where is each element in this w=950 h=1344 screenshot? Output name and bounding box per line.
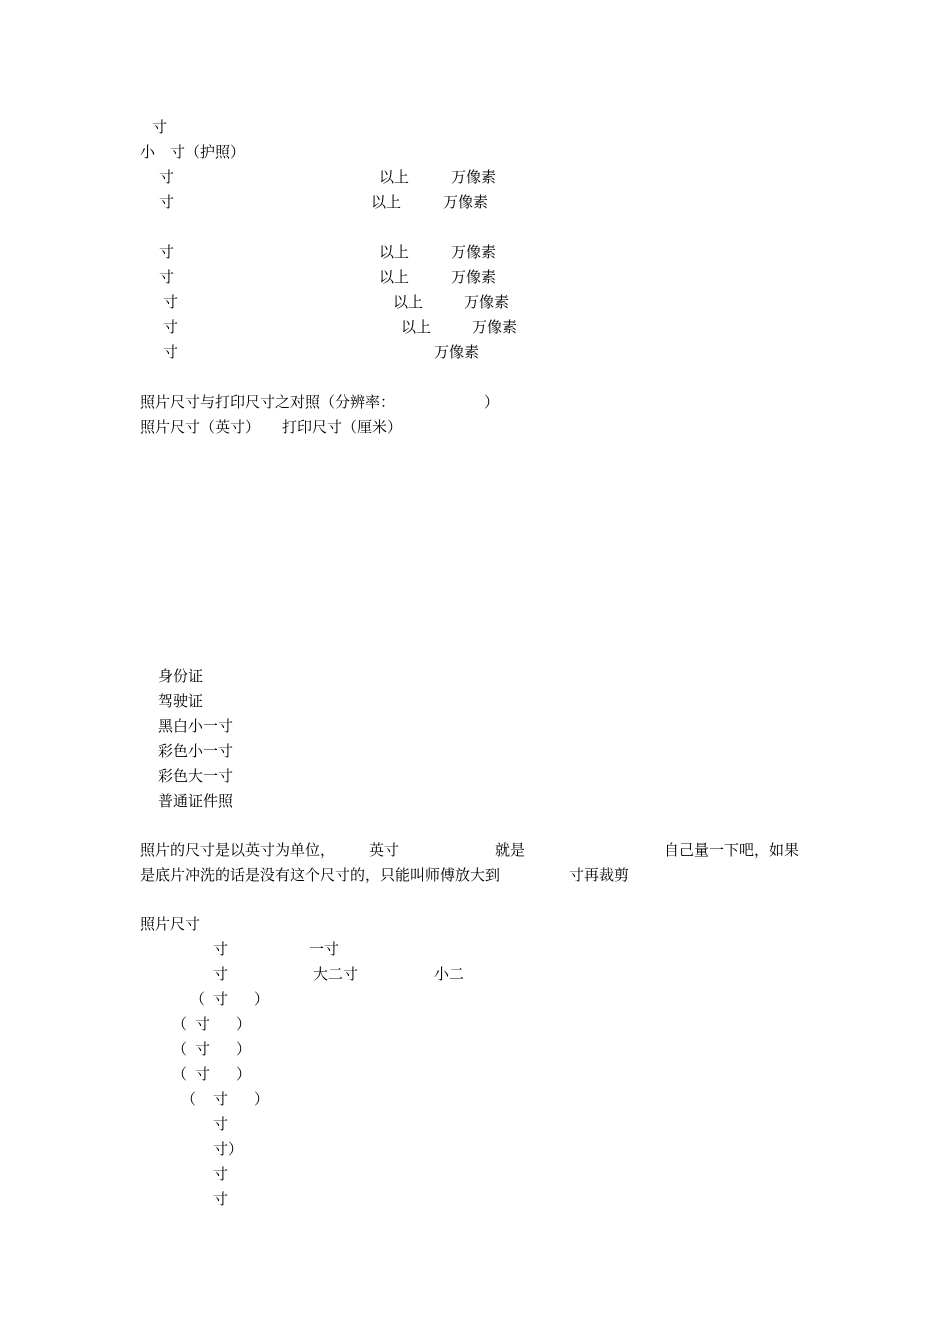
photo-size-row2-name: 大二寸 — [313, 965, 359, 983]
photo-size-cun: 寸 — [213, 1115, 229, 1133]
paragraph-part2: 英寸 — [369, 841, 400, 859]
photo-size-row2-small: 小二 — [434, 965, 465, 983]
id-photo-item: 彩色大一寸 — [158, 767, 234, 785]
paren-close: ） — [236, 1065, 252, 1083]
row1-wanxiangsu: 万像素 — [451, 168, 497, 186]
row7-cun: 寸 — [163, 343, 179, 361]
photo-size-row2-cun: 寸 — [213, 965, 229, 983]
row6-cun: 寸 — [163, 318, 179, 336]
header-cun: 寸 — [152, 118, 168, 136]
row4-yishang: 以上 — [379, 268, 410, 286]
id-photo-item: 普通证件照 — [158, 792, 234, 810]
photo-size-cun: 寸 — [195, 1015, 211, 1033]
paragraph-part1: 照片的尺寸是以英寸为单位， — [140, 841, 336, 859]
row3-wanxiangsu: 万像素 — [451, 243, 497, 261]
row5-wanxiangsu: 万像素 — [464, 293, 510, 311]
row5-cun: 寸 — [163, 293, 179, 311]
paragraph-line2-b: 寸再裁剪 — [569, 866, 630, 884]
photo-size-cun: 寸 — [195, 1065, 211, 1083]
id-photo-item: 身份证 — [158, 667, 204, 685]
paren-open: （ — [172, 1040, 188, 1058]
photo-size-cun: 寸 — [213, 1090, 229, 1108]
paragraph-part3: 就是 — [495, 841, 526, 859]
row6-wanxiangsu: 万像素 — [472, 318, 518, 336]
row3-cun: 寸 — [159, 243, 175, 261]
photo-size-cun: 寸 — [213, 1190, 229, 1208]
row7-wanxiangsu: 万像素 — [434, 343, 480, 361]
row2-yishang: 以上 — [371, 193, 402, 211]
photo-size-cun: 寸 — [213, 1165, 229, 1183]
row2-cun: 寸 — [159, 193, 175, 211]
paragraph-part4: 自己量一下吧，如果 — [664, 841, 800, 859]
photo-size-cun: 寸 — [195, 1040, 211, 1058]
photo-size-row1-cun: 寸 — [213, 940, 229, 958]
comparison-title: 照片尺寸与打印尺寸之对照（分辨率： — [140, 393, 396, 411]
photo-size-row1-name: 一寸 — [309, 940, 340, 958]
paren-close: ） — [254, 990, 270, 1008]
row4-cun: 寸 — [159, 268, 175, 286]
paren-open: （ — [172, 1065, 188, 1083]
id-photo-item: 驾驶证 — [158, 692, 204, 710]
paren-close: ） — [254, 1090, 270, 1108]
paren-open: （ — [190, 990, 206, 1008]
paragraph-line2-a: 是底片冲洗的话是没有这个尺寸的，只能叫师傅放大到 — [140, 866, 501, 884]
small-cun-passport: 小 寸（护照） — [140, 143, 246, 161]
paren-close: ） — [236, 1040, 252, 1058]
paren-open: （ — [181, 1090, 197, 1108]
id-photo-item: 黑白小一寸 — [158, 717, 234, 735]
comparison-header-cm: 打印尺寸（厘米） — [282, 418, 403, 436]
row3-yishang: 以上 — [379, 243, 410, 261]
row5-yishang: 以上 — [393, 293, 424, 311]
photo-size-cun: 寸 — [213, 990, 229, 1008]
photo-sizes-title: 照片尺寸 — [140, 915, 201, 933]
row4-wanxiangsu: 万像素 — [451, 268, 497, 286]
row6-yishang: 以上 — [401, 318, 432, 336]
row2-wanxiangsu: 万像素 — [443, 193, 489, 211]
id-photo-item: 彩色小一寸 — [158, 742, 234, 760]
comparison-header-inch: 照片尺寸（英寸） — [140, 418, 261, 436]
row1-cun: 寸 — [159, 168, 175, 186]
row1-yishang: 以上 — [379, 168, 410, 186]
comparison-title-close: ） — [484, 393, 500, 411]
paren-open: （ — [172, 1015, 188, 1033]
photo-size-cun-close: 寸） — [213, 1140, 244, 1158]
paren-close: ） — [236, 1015, 252, 1033]
